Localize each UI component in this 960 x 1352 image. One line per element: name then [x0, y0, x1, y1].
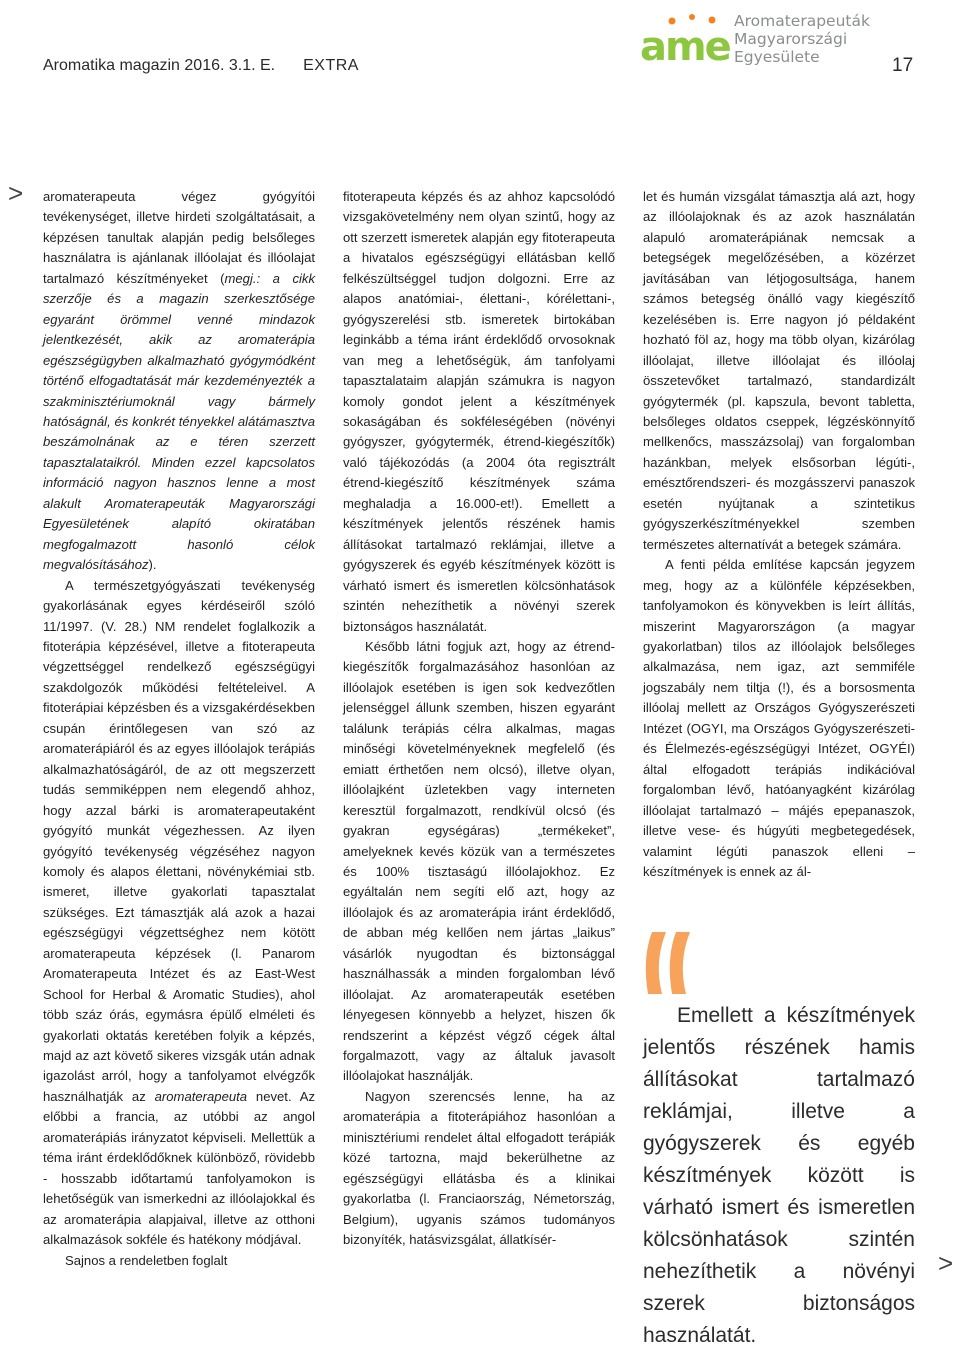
paragraph: A fenti példa említése kapcsán jegyzem meg, hogy az a különféle képzésekben, tanfolyamokon és könyvekben is leírt állítás, miszerint Magyarországon (a magyar gyakorlatban) tilos az illóolajok belsőleges alkalmazása, nem igaz, azt semmiféle jogszabály nem tiltja (!), és a borsosmenta illóolaj mellett az Országos Gyógyszerészeti Intézet (OGYI, ma Országos Gyógyszerészeti- és Élelmezés-egészségügyi Intézet, OGYÉI) által elfogadott terápiás indikációval forgalomban lévő, hatóanyagként kizárólag illóolajat tartalmazó – májés epepanaszok, illetve vese- és húgyúti megbetegedések, valamint légúti panaszok elleni – készítmények is ennek az ál-: [643, 557, 915, 879]
paragraph: Sajnos a rendeletben foglalt: [65, 1252, 228, 1268]
logo-line-1: Aromaterapeuták: [734, 12, 870, 30]
paragraph: let és humán vizsgálat támasztja alá azt, hogy az illóolajoknak és az azok használatán alapuló aromaterápiának nemcsak a betegségek megelőzésében, a közérzet javításában van létjogosultsága, hanem számos betegség önálló vagy kiegészítő kezelésében is. Erre nagyon jó példaként hozható föl az, hogy ma több olyan, kizárólag illóolajat, illetve illóolajat és illóolaj összetevőket tartalmazó, standardizált gyógytermék (pl. kapszula, bevont tabletta, belsőleges oldatos cseppek, légzéskönnyítő mellkenőcs, masszázsolaj) van forgalomban hazánkban, melyek elsősorban légúti-, emésztőrendszeri- és mozgásszervi panaszok esetén nyújtanak a szintetikus gyógyszerkészítményekkel szemben természetes alternatívát a betegek számára.: [643, 189, 915, 552]
paragraph: Nagyon szerencsés lenne, ha az aromaterápia a fitoterápiához hasonlóan a minisztériumi rendelet által elfogadott terápiák közé tartozna, majd bekerülhetne az egészségügyi ellátásba és a klinikai gyakorlatba (l. Franciaország, Németország, Belgium), ugyanis számos tudományos bizonyíték, hatásvizsgálat, állatkísér-: [343, 1088, 615, 1248]
logo-line-2: Magyarországi: [734, 30, 848, 48]
paragraph: aromaterapeuta végez gyógyítói tevékenységet, illetve hirdeti szolgáltatásait, a képzésen tanultak alapján pedig belsőleges használatra is ajánlanak illóolajat és illóolajat tartalmazó készítményeket (megj.: a cikk szerzője és a magazin szerkesztősége egyaránt örömmel venné mindazok jelentkezését, akik az aromaterápia egészségügyben alkalmazható gyógymódként történő elfogadtatását már kezdeményezték a szakminisztériumoknál vagy bármely hatóságnál, és konkrét tényekkel alátámasztva beszámolnának az e téren szerzett tapasztalataikról. Minden ezzel kapcsolatos információ nagyon hasznos lenne a most alakult Aromaterapeuták Magyarországi Egyesületének alapító okiratában megfogalmazott hasonló célok megvalósításához).: [43, 189, 315, 573]
logo-text: [734, 12, 870, 66]
magazine-title: Aromatika magazin 2016. 3.1. E.: [43, 57, 276, 74]
pull-quote-text: Emellett a készítmények jelentős részének hamis állításokat tartalmazó reklámjai, illetve a gyógyszerek és egyéb készítmények között is várható ismert és ismeretlen kölcsönhatások szintén nehezíthetik a növényi szerek biztonságos használatát.: [643, 1004, 915, 1347]
ame-logo-mark: [638, 12, 734, 72]
section-label: EXTRA: [303, 57, 359, 74]
svg-text:ame: ame: [640, 24, 730, 70]
paragraph: A természetgyógyászati tevékenység gyakorlásának egyes kérdéseiről szóló 11/1997. (V. 28.) NM rendelet foglalkozik a fitoterápia képzésével, illetve a fitoterapeuta végzettséggel rendelkező egészségügyi szakdolgozók működési feltételeivel. A fitoterápiai képzésben és a vizsgakérdésekben csupán érintőlegesen van szó az aromaterápiáról és az egyes illóolajok terápiás alkalmazhatóságáról, de az ott megszerzett tudás semmiképpen nem elegendő ahhoz, hogy azzal bárki is aromaterapeutaként gyógyító munkát végezhessen. Az ilyen gyógyító tevékenység végzéséhez nagyon komoly és alapos élettani, növénykémiai stb. ismeret, illetve gyakorlati tapasztalat szükséges. Ezt támasztják alá azok a hazai egészségügyi végzettséghez nem kötött aromaterapeuta képzések (l. Panarom Aromaterapeuta Intézet és az East-West School for Herbal & Aromatic Studies), ahol több száz órás, egymásra épülő elméleti és gyakorlati oktatás keretében folyik a képzés, majd az azt követő sikeres vizsgák után adnak igazolást arról, hogy a tanfolyamot elvégzők használhatják az aromaterapeuta nevet. Az előbbi a francia, az utóbbi az angol aromaterápiás irányzatot képviseli. Mellettük a téma iránt érdeklődőknek különböző, rövidebb - hosszabb időtartamú tanfolyamokon is lehetőségük van ismerkedni az illóolajokkal és az aromaterápia alapjaival, illetve az otthoni alkalmazások sokféle és hatékony módjával.: [43, 577, 315, 1248]
editorial-note: megj.: a cikk szerzője és a magazin szerkesztősége egyaránt örömmel venné mindazok jelentkezését, akik az aromaterápia egészségügyben alkalmazható gyógymódként történő elfogadtatását már kezdeményezték a szakminisztériumoknál vagy bármely hatóságnál, és konkrét tényekkel alátámasztva beszámolnának az e téren szerzett tapasztalataikról.: [43, 270, 315, 470]
page-number: 17: [892, 55, 914, 76]
continue-arrow-bottom: >: [938, 1248, 954, 1278]
paragraph: Később látni fogjuk azt, hogy az étrend-kiegészítők forgalmazásához hasonlóan az illóolajok esetében is igen sok kedvezőtlen jelenséggel állunk szemben, hiszen egyaránt találunk terápiás célra alkalmas, magas minőségi követelményeknek megfelelő (és emiatt érthetően nem olcsó), illetve olyan, illóolajként üzletekben vagy interneten keresztül forgalmazott, rendkívül olcsó (és gyakran egységáras) „termékeket”, amelyeknek kevés közük van a természetes és 100% tisztaságú illóolajokhoz. Ez egyáltalán nem segíti elő azt, hogy az illóolajok és az aromaterápia iránt érdeklődő, de abban még kellően nem jártas „laikus” vásárlók nyugodtan és biztonsággal használhassák a minden forgalomban lévő illóolajat. Az aromaterapeuták esetében lényegesen könnyebb a helyzet, hiszen ők rendszerint a képzést végző cégek által forgalmazott, vagy az általuk javasolt illóolajokat használják.: [343, 638, 615, 1084]
article-column-2: [343, 187, 615, 1251]
article-column-1: [43, 187, 315, 1271]
continue-arrow-top: >: [8, 178, 24, 208]
pull-quote: [643, 1000, 915, 1352]
running-header: [43, 57, 359, 75]
logo-line-3: Egyesülete: [734, 48, 820, 66]
association-logo: [638, 12, 868, 72]
article-column-3: [643, 187, 915, 882]
quote-mark-icon: [640, 928, 700, 998]
paragraph: fitoterapeuta képzés és az ahhoz kapcsolódó vizsgakövetelmény nem olyan szintű, hogy az ott szerzett ismeretek alapján egy fitoterapeuta a hivatalos egészségügyi ellátásban kellő felkészültséggel tudjon dolgozni. Erre az alapos anatómiai-, élettani-, kórélettani-, gyógyszerelési stb. ismeretek birtokában leginkább a téma iránt érdeklődő orvosoknak van meg a lehetőségük, ám tanfolyami tapasztalataim alapján számukra is nagyon komoly gondot jelent a készítmények sokaságában és sokféleségében (növényi gyógyszer, gyógytermék, étrend-kiegészítők) való tájékozódás (a 2004 óta regisztrált étrend-kiegészítő készítmények száma meghaladja a 16.000-et!). Emellett a készítmények jelentős részének hamis állításokat tartalmazó reklámjai, illetve a gyógyszerek és egyéb készítmények között is várható ismert és ismeretlen kölcsönhatások szintén nehezíthetik a növényi szerek biztonságos használatát.: [343, 189, 615, 634]
